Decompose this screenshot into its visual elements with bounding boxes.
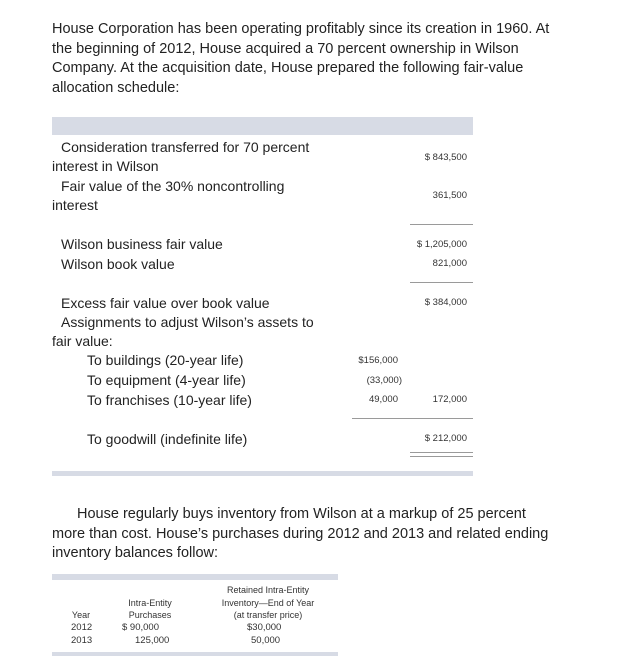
row-purchases: 125,000: [135, 635, 170, 646]
goodwill-value: $ 212,000: [424, 433, 467, 444]
col-purchases-header-2: Purchases: [128, 610, 172, 620]
inventory-table-top-band: [52, 574, 338, 580]
schedule-footer-band: [52, 471, 473, 476]
assign-label-cont: fair value:: [52, 333, 113, 349]
wilson-fair-value: $ 1,205,000: [416, 239, 467, 250]
col-inventory-header-1: Retained Intra-Entity: [226, 585, 310, 595]
second-paragraph: [52, 505, 577, 564]
goodwill-double-rule-1: [410, 452, 473, 453]
assign-total: 172,000: [432, 394, 467, 405]
consideration-value: $ 843,500: [424, 152, 467, 163]
row-inventory: 50,000: [251, 635, 281, 646]
schedule-header-band: [52, 117, 473, 135]
col-inventory-header-2: Inventory—End of Year: [221, 598, 315, 608]
subtotal-rule-1: [410, 224, 473, 225]
inventory-table-bottom-band: [52, 652, 338, 656]
row-year: 2012: [71, 622, 93, 633]
consideration-label-cont: interest in Wilson: [52, 158, 159, 174]
equipment-value: (33,000): [366, 375, 402, 386]
nci-label: Fair value of the 30% noncontrolling: [61, 178, 285, 194]
row-purchases: $ 90,000: [122, 622, 159, 633]
intro-paragraph: House Corporation has been operating profitably since its creation in 1960. At the beginning of 2012, House acquired a 70 percent ownership in Wilson Company. At the acquisition date, House prepared the following fair-value allocation schedule:: [52, 21, 550, 96]
nci-label-cont: interest: [52, 197, 98, 213]
subtotal-rule-2: [410, 282, 473, 283]
row-year: 2013: [71, 635, 93, 646]
excess-label: Excess fair value over book value: [61, 295, 270, 311]
goodwill-double-rule-2: [410, 456, 473, 457]
equipment-label: To equipment (4-year life): [87, 372, 246, 388]
goodwill-label: To goodwill (indefinite life): [87, 431, 248, 447]
wilson-book-value: 821,000: [432, 258, 467, 269]
second-paragraph-rest: more than cost. House’s purchases during 2012 and 2013 and related ending inventory balances follow:: [52, 525, 549, 561]
franchises-label: To franchises (10-year life): [87, 392, 252, 408]
wilson-fair-label: Wilson business fair value: [61, 236, 223, 252]
row-inventory: $30,000: [247, 622, 282, 633]
col-inventory-header-3: (at transfer price): [233, 610, 303, 620]
second-paragraph-line-1: House regularly buys inventory from Wilson at a markup of 25 percent: [77, 506, 526, 522]
franchises-value: 49,000: [368, 394, 398, 405]
assign-column-rule: [352, 418, 473, 419]
nci-value: 361,500: [432, 190, 467, 201]
consideration-label: Consideration transferred for 70 percent: [61, 139, 310, 155]
buildings-label: To buildings (20-year life): [87, 352, 244, 368]
buildings-value: $156,000: [358, 355, 398, 366]
wilson-book-label: Wilson book value: [61, 256, 175, 272]
col-year-header: Year: [71, 610, 91, 620]
excess-value: $ 384,000: [424, 297, 467, 308]
assign-label: Assignments to adjust Wilson’s assets to: [61, 314, 314, 330]
col-purchases-header-1: Intra-Entity: [128, 598, 172, 608]
